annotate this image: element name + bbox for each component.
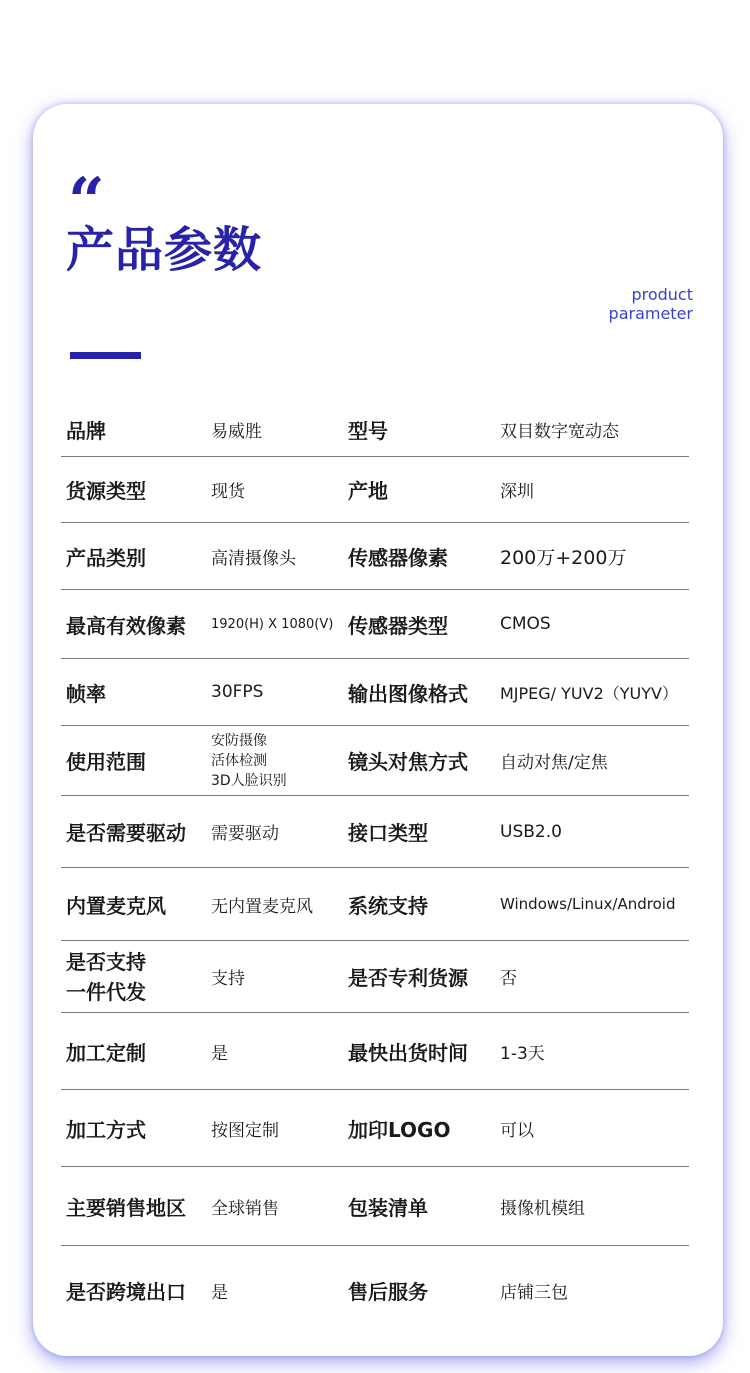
subtitle-line-1: product [631,285,693,304]
param-row-driver [61,796,689,868]
param-value: MJPEG/ YUV2（YUYV） [500,683,678,703]
param-key-line: 一件代发 [66,979,146,1004]
param-row-customization [61,1013,689,1090]
param-value: 200万+200万 [500,546,627,569]
param-key: 售后服务 [348,1279,428,1304]
param-key: 输出图像格式 [348,681,468,706]
param-value: 1920(H) X 1080(V) [211,616,334,632]
param-key: 系统支持 [348,893,428,918]
param-key: 传感器类型 [348,613,448,638]
param-value-lines [211,726,346,795]
param-value: 店铺三包 [500,1282,568,1303]
param-row-brand [61,403,689,457]
param-value: 是 [211,1043,228,1064]
param-value: 按图定制 [211,1120,279,1141]
param-row-microphone [61,868,689,941]
param-key: 是否需要驱动 [66,821,186,845]
param-key: 加工方式 [66,1117,146,1142]
param-value-line: 安防摄像 [211,732,267,749]
page-subtitle [609,285,693,323]
param-value: 高清摄像头 [211,548,296,569]
param-row-max-pixels [61,590,689,659]
param-key: 产品类别 [66,545,146,570]
param-key: 是否跨境出口 [66,1279,186,1304]
param-value: 摄像机模组 [500,1198,585,1219]
subtitle-line-2: parameter [608,304,693,323]
param-key: 最高有效像素 [66,613,186,638]
param-row-dropship [61,941,689,1013]
title-accent-bar [70,352,141,359]
param-value: 自动对焦/定焦 [500,753,608,773]
param-key: 最快出货时间 [348,1040,468,1065]
param-row-usage [61,726,689,796]
param-row-frame-rate [61,659,689,726]
param-key: 接口类型 [348,821,428,845]
param-key: 传感器像素 [348,545,448,570]
param-value: USB2.0 [500,821,562,842]
param-row-processing [61,1090,689,1167]
param-key-lines [66,941,211,1012]
param-value: 无内置麦克风 [211,896,313,917]
param-key: 加工定制 [66,1040,146,1065]
param-value: 可以 [500,1120,534,1141]
param-key: 货源类型 [66,479,146,503]
param-value: 现货 [211,482,245,502]
param-row-source-type [61,457,689,523]
param-value: 全球销售 [211,1198,279,1219]
param-key: 品牌 [66,419,106,443]
param-value: 1-3天 [500,1043,545,1064]
param-key-line: 是否支持 [66,949,146,974]
parameter-table [61,403,689,1334]
param-key: 使用范围 [66,750,146,774]
param-value: Windows/Linux/Android [500,895,676,913]
quote-mark-icon: “ [68,164,105,239]
param-value: 是 [211,1282,228,1303]
param-value: 需要驱动 [211,824,279,844]
param-value: 否 [500,969,517,989]
param-value: 深圳 [500,482,534,502]
param-value: 支持 [211,969,245,989]
param-row-category [61,523,689,590]
page-title: 产品参数 [66,222,263,278]
param-value-line: 活体检测 [211,752,267,769]
param-value: 30FPS [211,682,264,702]
param-key: 加印LOGO [348,1117,451,1142]
param-value: 易威胜 [211,422,262,442]
param-key: 主要销售地区 [66,1195,186,1220]
param-key: 是否专利货源 [348,966,468,990]
param-key: 镜头对焦方式 [348,750,468,774]
param-key: 包装清单 [348,1195,428,1220]
param-value: CMOS [500,614,551,634]
param-key: 帧率 [66,681,106,706]
param-value-line: 3D人脸识别 [211,772,287,789]
param-row-export [61,1246,689,1334]
param-key: 型号 [348,419,388,443]
param-key: 内置麦克风 [66,893,166,918]
param-value: 双目数字宽动态 [500,422,619,442]
param-key: 产地 [348,479,388,503]
param-row-sales-region [61,1167,689,1246]
